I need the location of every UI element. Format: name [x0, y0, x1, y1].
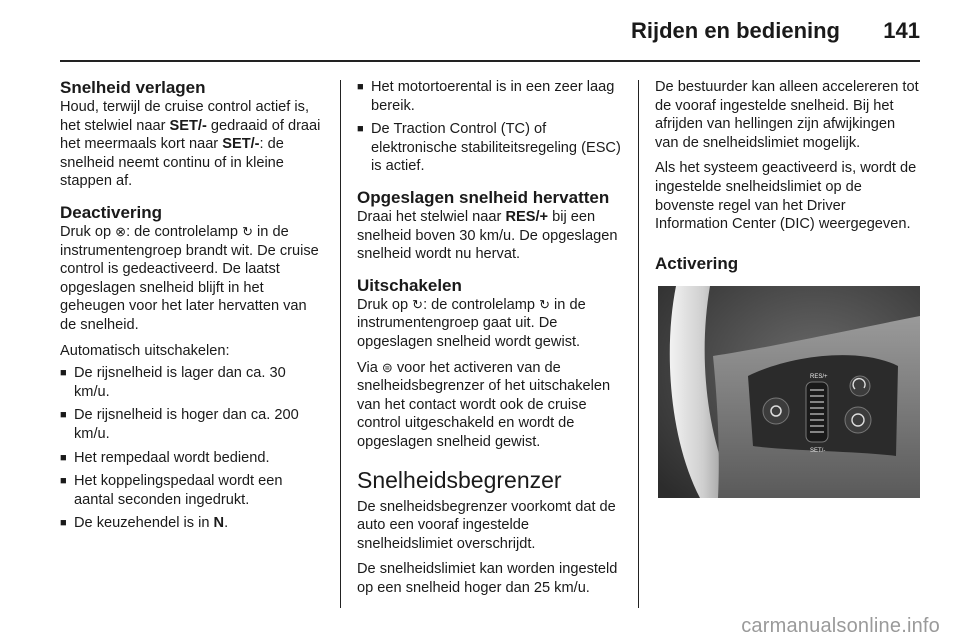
- column-2: [357, 78, 621, 597]
- list-item: ■ Het koppelingspedaal wordt een aantal seconden ingedrukt.: [60, 472, 324, 509]
- paragraph-hervatten: Draai het stelwiel naar RES/+ bij een snelheid boven 30 km/u. De opgeslagen snelheid wordt nu hervat.: [357, 208, 618, 263]
- heading-deactivering: Deactivering: [60, 202, 163, 222]
- list-item: ■ De rijsnelheid is hoger dan ca. 200 km/u.: [60, 406, 324, 443]
- column-3: [655, 78, 919, 274]
- res-label: RES/+: [810, 374, 828, 380]
- thumbwheel-icon: [806, 382, 828, 442]
- heading-snelheidsbegrenzer: Snelheidsbegrenzer: [357, 466, 562, 493]
- heading-hervatten: Opgeslagen snelheid hervatten: [357, 187, 610, 207]
- cruise-control-icon: ↻: [412, 296, 424, 312]
- paragraph-begrenzer-2: De snelheidslimiet kan worden ingesteld op een snelheid hoger dan 25 km/u.: [357, 561, 618, 596]
- heading-activering: Activering: [655, 253, 739, 273]
- speed-limiter-icon: ⊜: [381, 359, 393, 375]
- paragraph-begrenzer-1: De snelheidsbegrenzer voorkomt dat de auto een vooraf ingestelde snelheidslimiet overschrijdt.: [357, 498, 616, 552]
- bullet-list-col1: [60, 364, 324, 533]
- paragraph-automatisch: Automatisch uitschakelen:: [60, 342, 230, 359]
- column-divider-2: [638, 80, 639, 608]
- bullet-list-col2: [357, 78, 621, 176]
- heading-snelheid-verlagen: Snelheid verlagen: [60, 78, 206, 97]
- list-item: ■ De keuzehendel is in N.: [60, 514, 324, 533]
- paragraph-col3-1: De bestuurder kan alleen accelereren tot de vooraf ingestelde snelheid. Bij het afrijden van hellingen zijn afwijkingen van de snelheidslimiet mogelijk.: [655, 79, 919, 151]
- speed-limiter-button-icon: [845, 407, 871, 433]
- cruise-control-icon: ↻: [539, 296, 550, 312]
- paragraph-via: Via ⊜ voor het activeren van de snelheidsbegrenzer of het uitschakelen van het contact wordt ook de cruise control uitgeschakeld en wordt de opgeslagen snelheid gewist.: [357, 359, 611, 450]
- heading-uitschakelen: Uitschakelen: [357, 275, 462, 295]
- cruise-control-icon: ↻: [242, 223, 253, 239]
- set-label: SET/-: [810, 448, 826, 454]
- column-divider-1: [340, 80, 341, 608]
- cancel-button-icon: [763, 398, 789, 424]
- list-item: ■ Het motortoerental is in een zeer laag bereik.: [357, 78, 621, 115]
- paragraph-uitschakelen: Druk op ↻: de controlelamp ↻ in de instrumentengroep gaat uit. De opgeslagen snelheid wordt gewist.: [357, 296, 586, 350]
- paragraph-verlagen: Houd, terwijl de cruise control actief is, het stelwiel naar SET/- gedraaid of draai het meermaals kort naar SET/-: de snelheid neemt continu of in kleine stappen af.: [60, 99, 321, 190]
- cancel-symbol-icon: ⊗: [115, 223, 127, 239]
- paragraph-deactivering: Druk op ⊗: de controlelamp ↻ in de instrumentengroep brandt wit. De cruise control is gedeactiveerd. De laatst opgeslagen snelheid blijft in het geheugen voor het later hervatten van de snelheid.: [60, 223, 319, 333]
- paragraph-col3-2: Als het systeem geactiveerd is, wordt de ingestelde snelheidslimiet op de bovenste regel van het Driver Information Center (DIC) weergegeven.: [655, 160, 917, 233]
- list-item: ■ De rijsnelheid is lager dan ca. 30 km/u.: [60, 364, 324, 401]
- page-number: 141: [883, 18, 920, 43]
- steering-wheel-illustration: [658, 286, 920, 498]
- list-item: ■ De Traction Control (TC) of elektronische stabiliteitsregeling (ESC) is actief.: [357, 120, 621, 176]
- watermark: carmanualsonline.info: [741, 615, 940, 637]
- list-item: ■ Het rempedaal wordt bediend.: [60, 449, 324, 468]
- section-title: Rijden en bediening: [630, 18, 840, 43]
- column-1: [60, 78, 324, 538]
- steering-wheel-photo: [658, 286, 920, 498]
- header-divider: [60, 60, 920, 62]
